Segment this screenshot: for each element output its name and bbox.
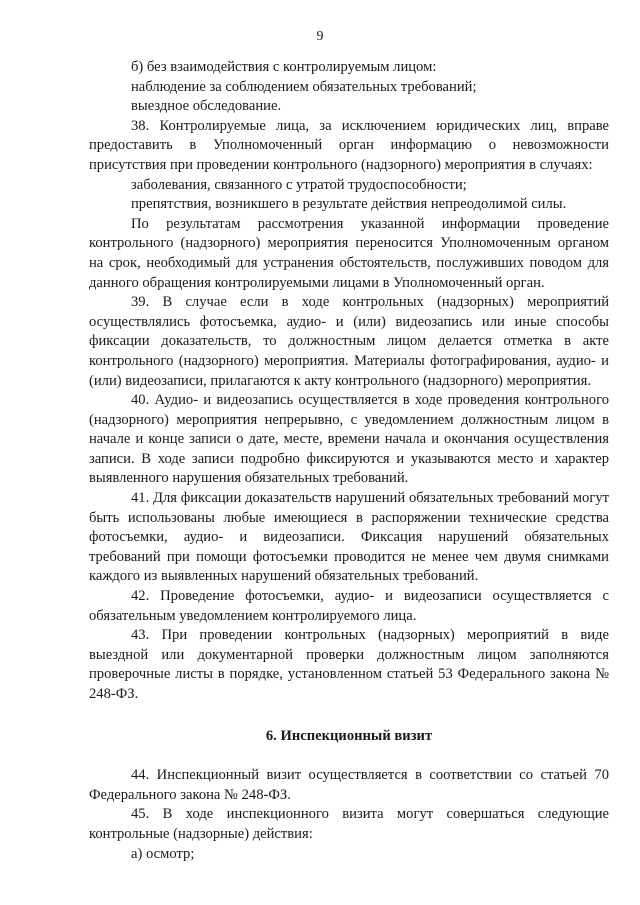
paragraph-42: 42. Проведение фотосъемки, аудио- и видеозаписи осуществляется с обязательным уведомлением контролируемого лица. xyxy=(89,588,609,624)
paragraph: б) без взаимодействия с контролируемым лицом: xyxy=(131,59,437,75)
paragraph-38: 38. Контролируемые лица, за исключением юридических лиц, вправе предоставить в Уполномоченный орган информацию о невозможности присутствия при проведении контрольного (надзорного) мероприятия в случаях: xyxy=(89,117,609,173)
paragraph: препятствия, возникшего в результате действия непреодолимой силы. xyxy=(131,196,567,213)
paragraph: наблюдение за соблюдением обязательных требований; xyxy=(131,78,477,95)
paragraph-40: 40. Аудио- и видеозапись осуществляется в ходе проведения контрольного (надзорного) мероприятия непрерывно, с уведомлением должностным лицом в начале и конце записи о дате, месте, времени начала и окончания осуществления записи. В ходе записи подробно фиксируются и указываются место и характер выявленного нарушения обязательных требований. xyxy=(89,392,609,487)
paragraph-44: 44. Инспекционный визит осуществляется в соответствии со статьей 70 Федерального закона № 248-ФЗ. xyxy=(89,767,609,803)
paragraph-39: 39. В случае если в ходе контрольных (надзорных) мероприятий осуществлялись фотосъемка, аудио- и (или) видеозапись или иные способы фиксации доказательств, то должностным лицом делается отметка в акте контрольного (надзорного) мероприятия. Материалы фотографирования, аудио- и (или) видеозаписи, прилагаются к акту контрольного (надзорного) мероприятия. xyxy=(89,294,609,389)
paragraph-41: 41. Для фиксации доказательств нарушений обязательных требований могут быть использованы любые имеющиеся в распоряжении технические средства фотосъемки, аудио- и видеозаписи. Фиксация нарушений обязательных требований при помощи фотосъемки проводится не менее чем двумя снимками каждого из выявленных нарушений обязательных требований. xyxy=(89,490,609,585)
paragraph-43: 43. При проведении контрольных (надзорных) мероприятий в виде выездной или документарной проверки должностным лицом заполняются проверочные листы в порядке, установленном статьей 53 Федерального закона № 248-ФЗ. xyxy=(89,627,609,702)
section-heading: 6. Инспекционный визит xyxy=(265,727,433,744)
paragraph: заболевания, связанного с утратой трудоспособности; xyxy=(131,176,467,193)
paragraph: По результатам рассмотрения указанной информации проведение контрольного (надзорного) мероприятия переносится Уполномоченным органом на срок, необходимый для устранения обстоятельств, послуживших поводом для данного обращения контролируемыми лицами в Уполномоченный орган. xyxy=(89,215,609,291)
paragraph: а) осмотр; xyxy=(131,845,195,862)
paragraph-45: 45. В ходе инспекционного визита могут совершаться следующие контрольные (надзорные) действия: xyxy=(89,806,609,842)
paragraph: выездное обследование. xyxy=(131,98,282,115)
document-body xyxy=(89,58,609,864)
page-number: 9 xyxy=(316,29,324,44)
